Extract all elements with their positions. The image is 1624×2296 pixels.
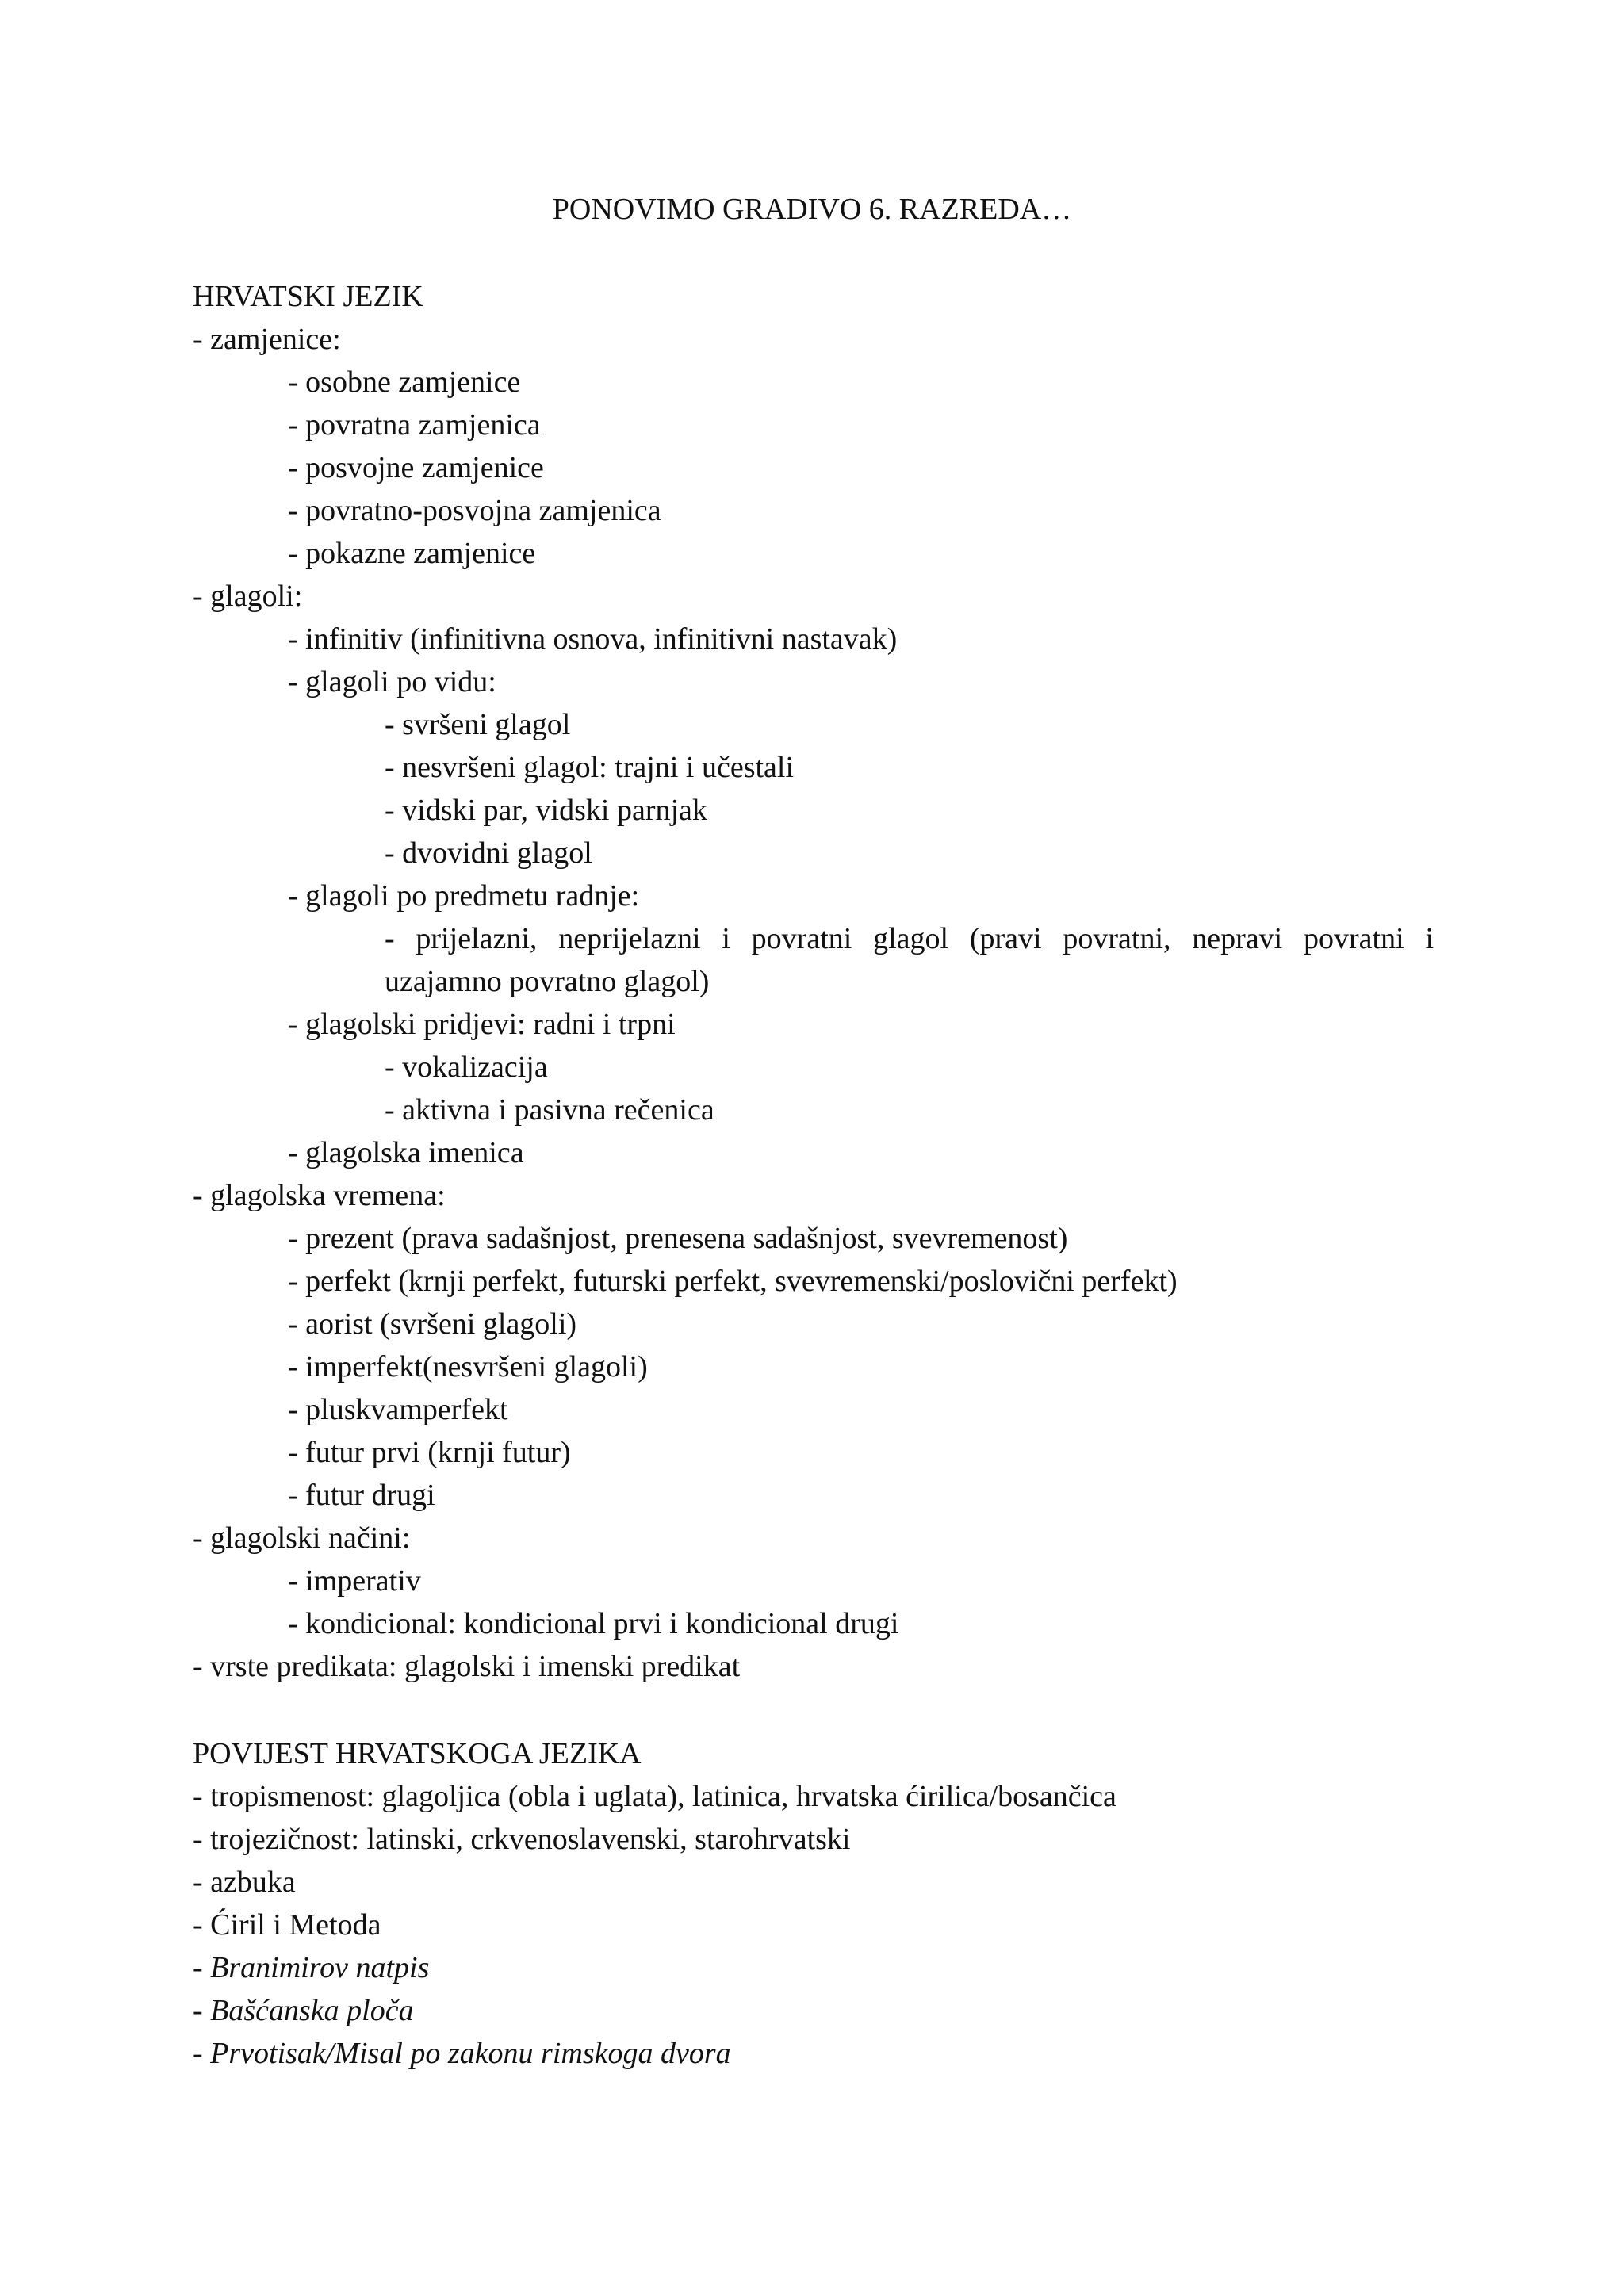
- list-item: - vrste predikata: glagolski i imenski predikat: [193, 1650, 741, 1683]
- list-item: - glagoli po vidu:: [288, 665, 496, 698]
- list-item-title: Branimirov natpis: [210, 1951, 430, 1984]
- list-item: - imperfekt(nesvršeni glagoli): [288, 1350, 648, 1383]
- list-item: [193, 1992, 414, 2030]
- list-item: - posvojne zamjenice: [288, 451, 544, 484]
- list-item: [193, 1949, 429, 1987]
- list-item: - glagoli:: [193, 580, 303, 613]
- list-item: - azbuka: [193, 1866, 296, 1899]
- list-item: - osobne zamjenice: [288, 365, 521, 399]
- list-item: - prijelazni, neprijelazni i povratni glagol (pravi povratni, nepravi povratni i: [385, 922, 1434, 955]
- list-item: - pokazne zamjenice: [288, 537, 536, 570]
- list-bullet: -: [193, 1994, 211, 2027]
- page-title: PONOVIMO GRADIVO 6. RAZREDA…: [552, 193, 1072, 226]
- list-item: [193, 2034, 731, 2072]
- list-item: - trojezičnost: latinski, crkvenoslavenski, starohrvatski: [193, 1823, 851, 1856]
- list-item: - svršeni glagol: [385, 708, 571, 741]
- list-item: - perfekt (krnji perfekt, futurski perfekt, svevremenski/poslovični perfekt): [288, 1265, 1178, 1298]
- list-bullet: -: [193, 1951, 211, 1984]
- list-item: - glagoli po predmetu radnje:: [288, 879, 640, 913]
- list-item: - imperativ: [288, 1564, 421, 1598]
- list-item: - glagolska vremena:: [193, 1179, 446, 1212]
- list-item-title: Bašćanska ploča: [210, 1994, 414, 2027]
- list-item: - futur drugi: [288, 1479, 435, 1512]
- list-item: - futur prvi (krnji futur): [288, 1436, 571, 1469]
- list-item: - nesvršeni glagol: trajni i učestali: [385, 751, 795, 784]
- list-item: - vokalizacija: [385, 1050, 548, 1084]
- list-item: - kondicional: kondicional prvi i kondicional drugi: [288, 1607, 899, 1640]
- list-item: - dvovidni glagol: [385, 836, 592, 870]
- section-heading-hrvatski-jezik: HRVATSKI JEZIK: [193, 280, 423, 313]
- list-item: - aktivna i pasivna rečenica: [385, 1093, 714, 1127]
- list-item: - aorist (svršeni glagoli): [288, 1307, 577, 1341]
- list-item: - tropismenost: glagoljica (obla i uglata), latinica, hrvatska ćirilica/bosančica: [193, 1780, 1116, 1813]
- list-bullet: -: [193, 2037, 211, 2070]
- list-item: - zamjenice:: [193, 323, 341, 356]
- list-item: - prezent (prava sadašnjost, prenesena sadašnjost, svevremenost): [288, 1222, 1068, 1255]
- list-item: - glagolski pridjevi: radni i trpni: [288, 1008, 676, 1041]
- list-item: - povratna zamjenica: [288, 408, 541, 442]
- list-item: - vidski par, vidski parnjak: [385, 794, 707, 827]
- list-item: - Ćiril i Metoda: [193, 1908, 381, 1942]
- list-item: - povratno-posvojna zamjenica: [288, 494, 661, 527]
- list-item-title: Prvotisak/Misal po zakonu rimskoga dvora: [210, 2037, 731, 2070]
- section-heading-povijest-hrvatskoga-jezika: POVIJEST HRVATSKOGA JEZIKA: [193, 1737, 642, 1770]
- list-item: - pluskvamperfekt: [288, 1393, 508, 1426]
- list-item: - glagolska imenica: [288, 1136, 524, 1169]
- list-item: uzajamno povratno glagol): [385, 965, 710, 998]
- list-item: - glagolski načini:: [193, 1521, 411, 1555]
- list-item: - infinitiv (infinitivna osnova, infinitivni nastavak): [288, 622, 898, 656]
